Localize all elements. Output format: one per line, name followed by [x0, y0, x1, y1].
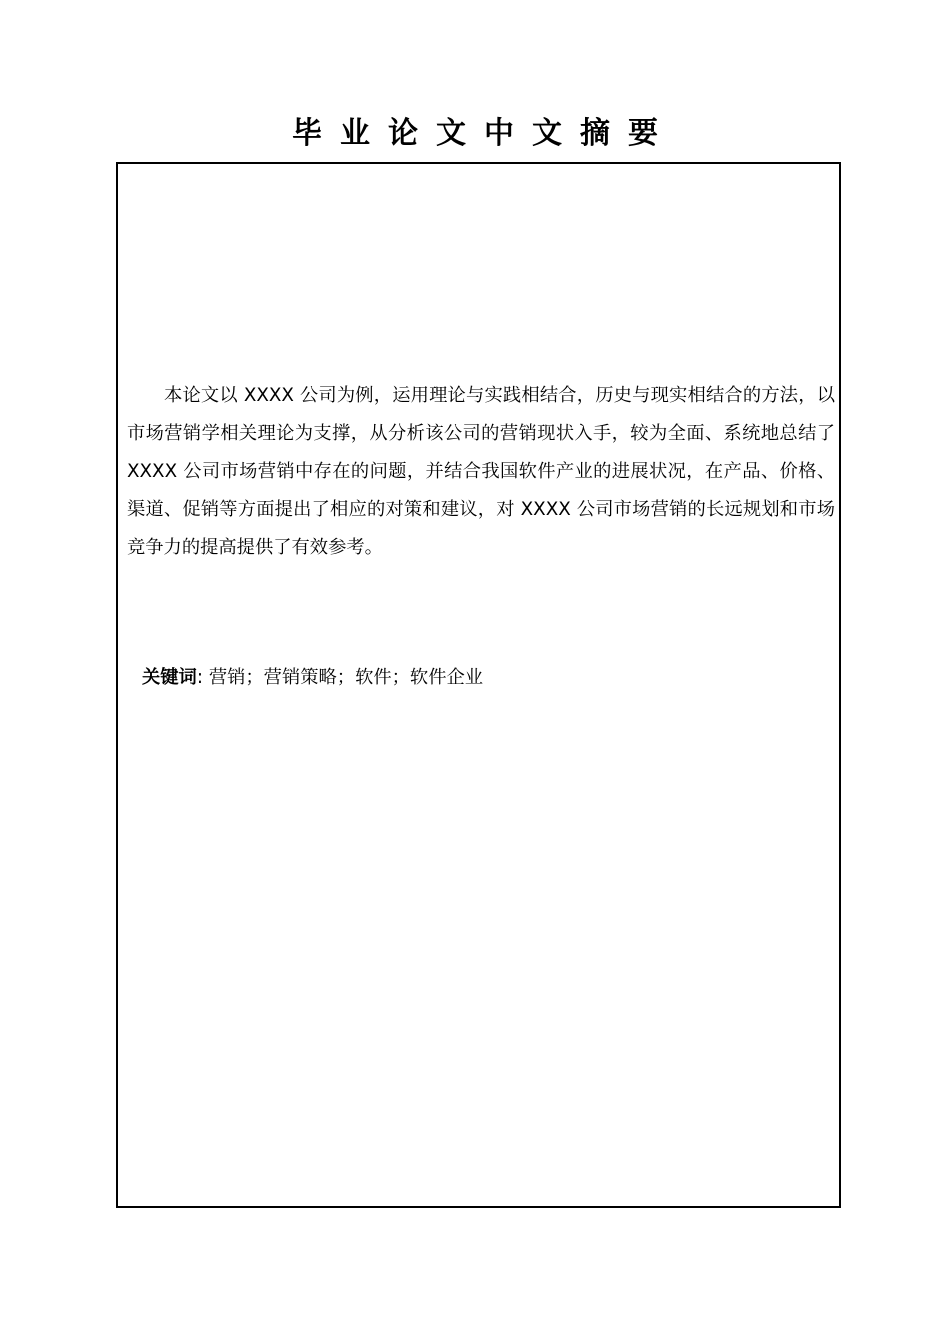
keywords-label: 关键词 [142, 667, 197, 688]
keywords-line [142, 663, 483, 693]
keywords-separator: : [196, 667, 209, 688]
keywords-list: 营销；营销策略；软件；软件企业 [208, 667, 484, 688]
page-title: 毕业论文中文摘要 [292, 116, 676, 151]
abstract-text: 本论文以 XXXX 公司为例，运用理论与实践相结合，历史与现实相结合的方法，以市场营销学相关理论为支撑，从分析该公司的营销现状入手，较为全面、系统地总结了 XXXX 公司市场营销中存在的问题，并结合我国软件产业的进展状况，在产品、价格、渠道、促销等方面提出了相应的对策和建议，对 XXXX 公司市场营销的长远规划和市场竞争力的提高提供了有效参考。 [127, 385, 835, 558]
abstract-box [116, 162, 841, 1208]
